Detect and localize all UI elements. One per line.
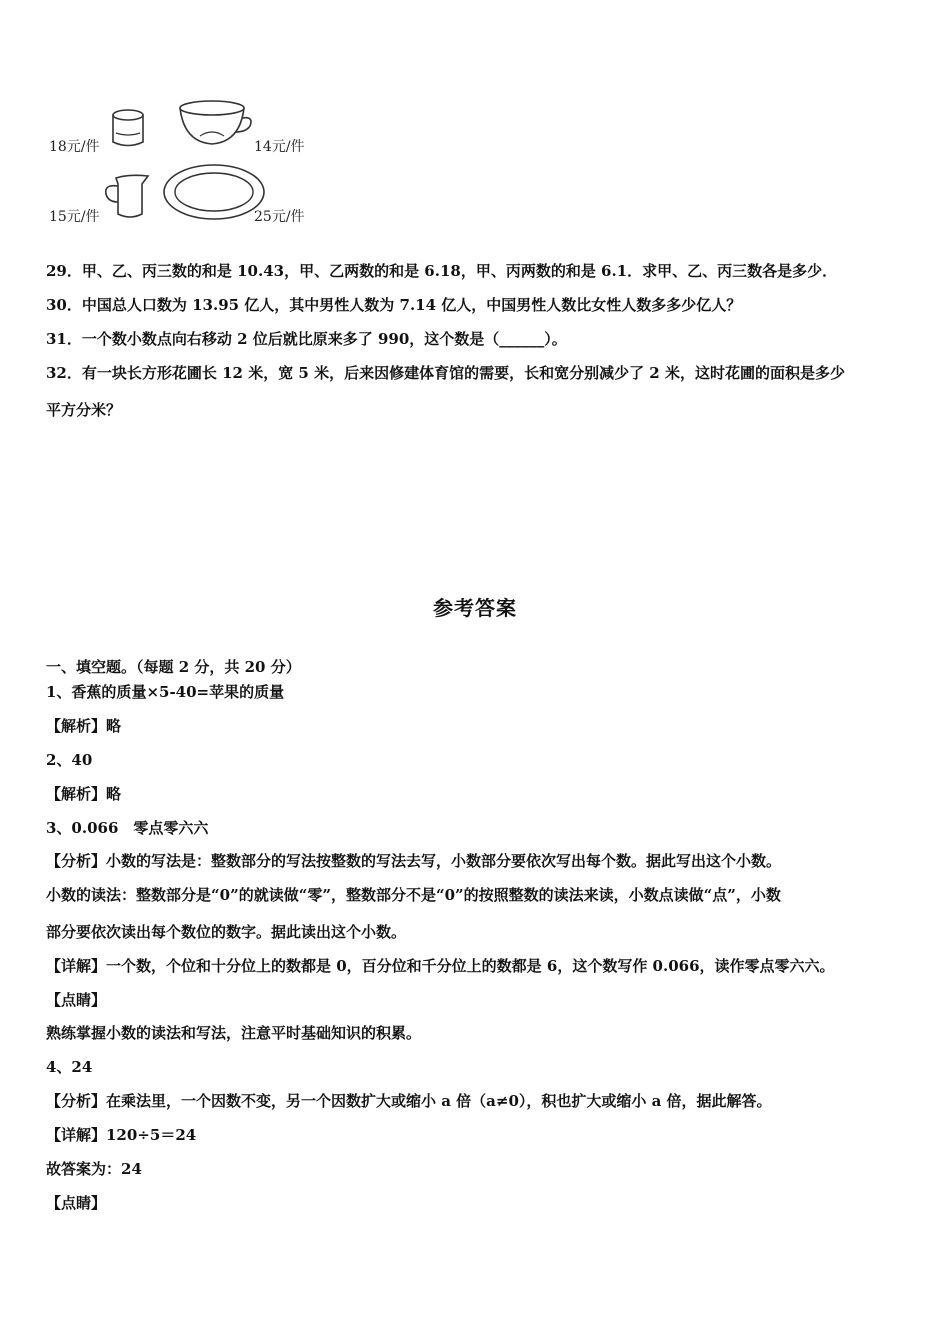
answer-4-detail: 【详解】120÷5＝24 [46, 1126, 197, 1144]
answer-1-analysis: 【解析】略 [46, 717, 122, 735]
cup-price: 18元/件 [49, 139, 100, 155]
answer-3-key-point-label: 【点睛】 [46, 991, 107, 1009]
pitcher-icon [102, 172, 154, 222]
question-30: 30．中国总人口数为 13.95 亿人，其中男性人数为 7.14 亿人，中国男性人数比女性人数多多少亿人？ [46, 296, 742, 314]
answer-3-detail: 【详解】一个数，个位和十分位上的数都是 0，百分位和千分位上的数都是 6，这个数写作 0.066，读作零点零六六。 [46, 957, 835, 975]
answer-4-key-point-label: 【点睛】 [46, 1194, 107, 1212]
plate-icon [162, 162, 266, 222]
bowl-price: 14元/件 [254, 139, 305, 155]
bowl-icon [176, 98, 256, 150]
answer-4-result: 故答案为：24 [46, 1160, 142, 1178]
answer-2: 2、40 [46, 751, 93, 769]
answer-section-heading: 一、填空题。（每题 2 分，共 20 分） [46, 658, 301, 676]
answer-3-reading-rule-continued: 部分要依次读出每个数位的数字。据此读出这个小数。 [46, 923, 407, 941]
plate-price: 25元/件 [254, 209, 305, 225]
question-32: 32．有一块长方形花圃长 12 米，宽 5 米，后来因修建体育馆的需要，长和宽分别减少了 2 米，这时花圃的面积是多少 [46, 364, 845, 382]
answer-1: 1、香蕉的质量×5-40=苹果的质量 [46, 683, 285, 701]
cup-icon [108, 106, 148, 150]
answer-3-reading-rule: 小数的读法：整数部分是“0”的就读做“零”，整数部分不是“0”的按照整数的读法来读，小数点读做“点”，小数 [46, 886, 781, 904]
question-31: 31．一个数小数点向右移动 2 位后就比原来多了 990，这个数是（______）。 [46, 330, 567, 348]
pitcher-price: 15元/件 [49, 209, 100, 225]
question-32-continued: 平方分米？ [46, 401, 122, 419]
answer-4: 4、24 [46, 1058, 93, 1076]
tableware-price-figure [44, 92, 324, 230]
answers-title: 参考答案 [433, 596, 517, 620]
answer-4-analysis: 【分析】在乘法里，一个因数不变，另一个因数扩大或缩小 a 倍（a≠0），积也扩大或缩小 a 倍，据此解答。 [46, 1092, 772, 1110]
answer-3: 3、0.066 零点零六六 [46, 819, 209, 837]
answer-3-key-point: 熟练掌握小数的读法和写法，注意平时基础知识的积累。 [46, 1024, 422, 1042]
question-29: 29．甲、乙、丙三数的和是 10.43，甲、乙两数的和是 6.18，甲、丙两数的和是 6.1．求甲、乙、丙三数各是多少． [46, 262, 838, 280]
answer-3-analysis: 【分析】小数的写法是：整数部分的写法按整数的写法去写，小数部分要依次写出每个数。据此写出这个小数。 [46, 852, 782, 870]
answer-2-analysis: 【解析】略 [46, 785, 122, 803]
